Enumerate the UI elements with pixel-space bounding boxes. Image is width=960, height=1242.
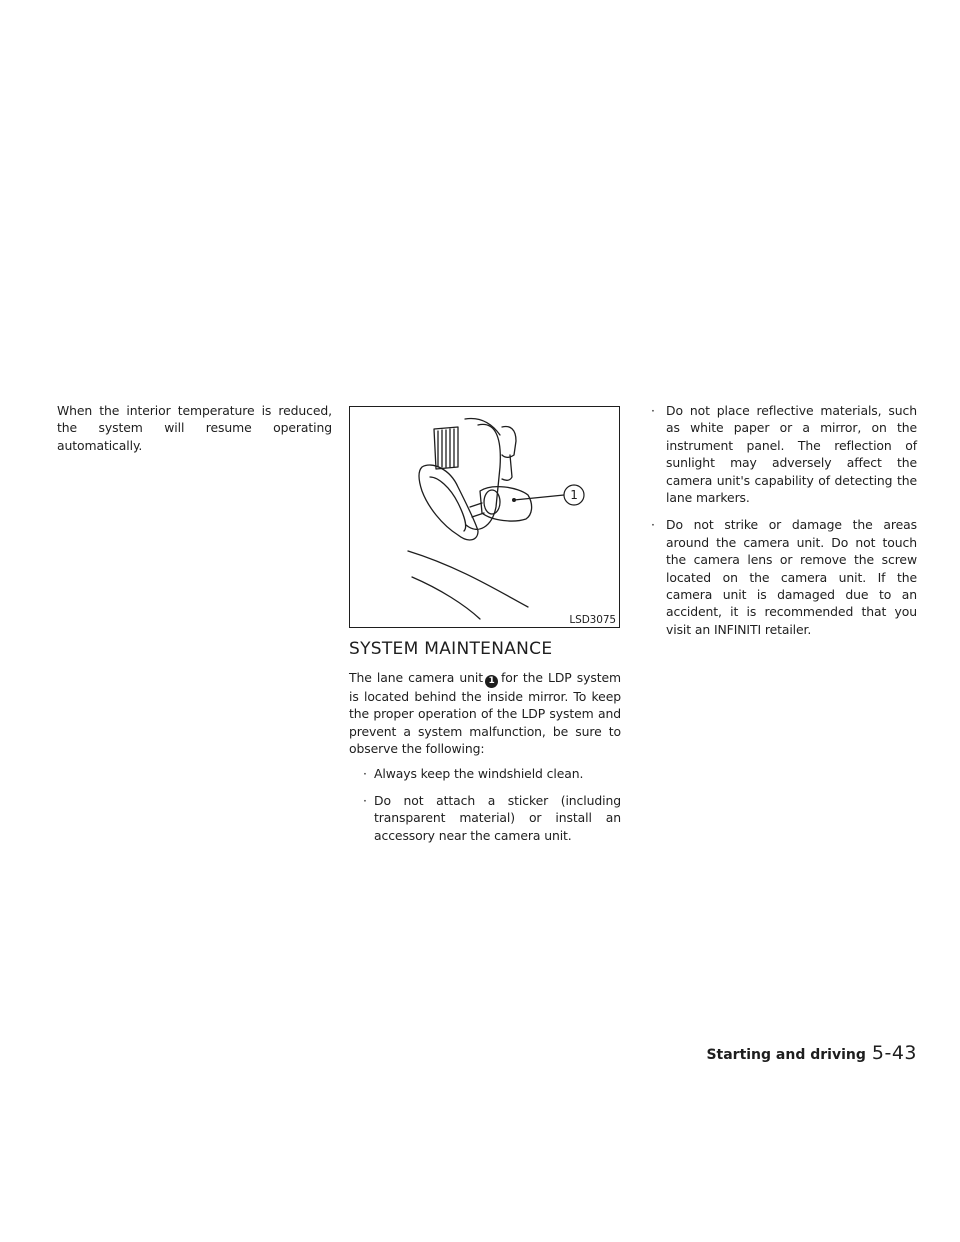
intro-paragraph: When the interior temperature is reduced, the system will resume operating automatically. xyxy=(57,403,332,453)
list-item-text: Do not strike or damage the areas around the camera unit. Do not touch the camera lens or remove the screw located on the camera unit. If the camera unit is damaged due to an accident, it is recommended that you visit an INFINITI retailer. xyxy=(666,517,917,637)
bullet-icon: · xyxy=(363,765,367,781)
list-item-text: Always keep the windshield clean. xyxy=(374,765,584,781)
windshield-line-1 xyxy=(408,551,528,607)
list-item-text: Do not place reflective materials, such as white paper or a mirror, on the instrument panel. The reflection of sunlight may adversely affect the camera unit's capability of detecting the lane markers. xyxy=(666,403,917,506)
camera-unit-drawing xyxy=(350,407,620,628)
page-footer xyxy=(706,1042,917,1064)
chapter-name: Starting and driving xyxy=(706,1047,866,1063)
paragraph-start: The lane camera unit xyxy=(349,670,484,685)
housing-top-edge xyxy=(465,419,500,435)
mount-stem xyxy=(502,455,512,480)
maintenance-list-continued xyxy=(651,402,917,638)
mount-bracket xyxy=(502,427,516,458)
list-item xyxy=(651,402,917,506)
bullet-icon: · xyxy=(363,793,367,809)
vent-grille-slats xyxy=(438,429,454,467)
mirror-body xyxy=(419,465,478,540)
mirror-inner-edge xyxy=(430,477,466,531)
bullet-icon: · xyxy=(651,517,655,533)
middle-column xyxy=(349,406,621,854)
callout-leader-line xyxy=(514,495,564,500)
list-item xyxy=(651,516,917,638)
figure-code: LSD3075 xyxy=(569,614,616,626)
bullet-icon: · xyxy=(651,403,655,418)
paragraph-end: for the LDP system is located behind the inside mirror. To keep the proper operation of the LDP system and prevent a system malfunction, be sure to observe the following: xyxy=(349,670,621,757)
camera-unit-illustration xyxy=(349,406,620,628)
lens-face xyxy=(484,490,500,514)
callout-anchor-dot xyxy=(512,498,516,502)
callout-1-badge: 1 xyxy=(485,675,498,688)
section-title: SYSTEM MAINTENANCE xyxy=(349,639,553,659)
maintenance-list xyxy=(360,765,621,845)
page-number: 5-43 xyxy=(871,1042,917,1064)
windshield-line-2 xyxy=(412,577,480,619)
list-item xyxy=(360,765,621,782)
left-column xyxy=(57,402,332,454)
list-item xyxy=(360,792,621,844)
right-column xyxy=(651,402,917,648)
list-item-text: Do not attach a sticker (including transparent material) or install an accessory near the camera unit. xyxy=(374,793,621,843)
callout-number: 1 xyxy=(570,488,578,502)
section-paragraph xyxy=(349,669,621,758)
